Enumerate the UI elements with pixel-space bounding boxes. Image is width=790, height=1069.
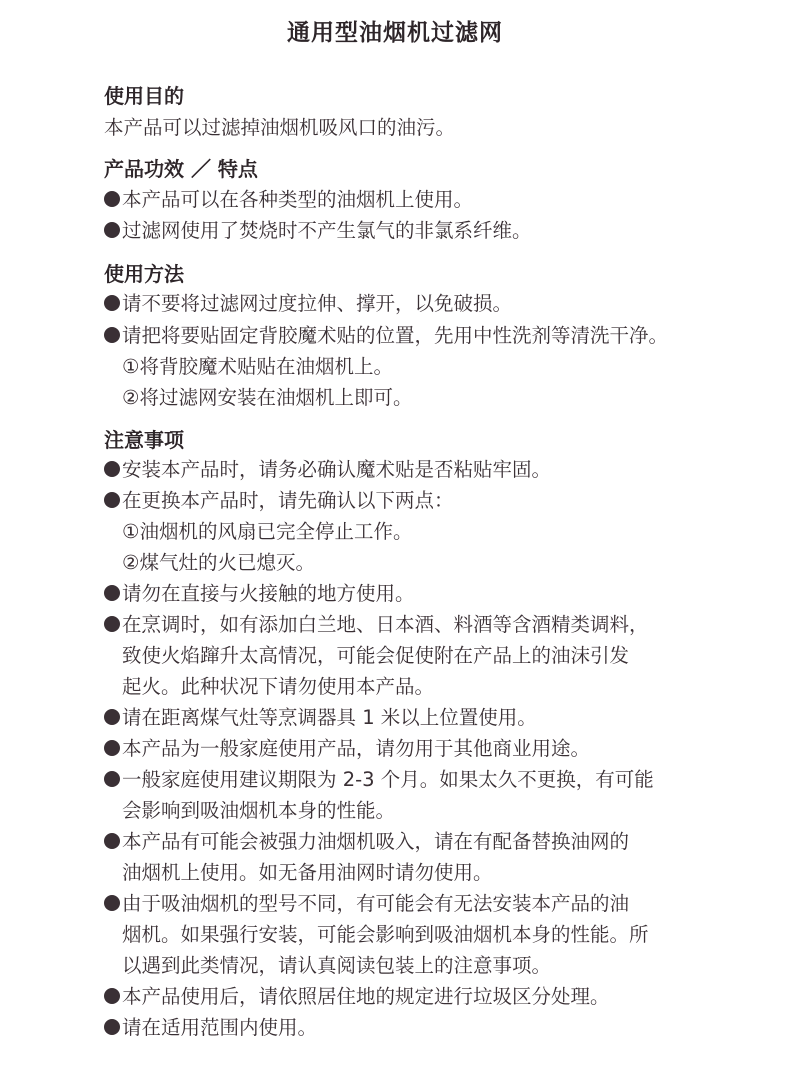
list-item-text: 请把将要贴固定背胶魔术贴的位置，先用中性洗剂等清洗干净。	[122, 324, 669, 347]
bullet-icon	[104, 222, 120, 238]
purpose-text: 本产品可以过滤掉油烟机吸风口的油污。	[104, 116, 456, 139]
list-item	[104, 1014, 317, 1042]
list-item-text: 本产品使用后，请依照居住地的规定进行垃圾区分处理。	[122, 985, 610, 1008]
list-item	[104, 580, 415, 608]
section-heading-purpose: 使用目的	[104, 84, 184, 108]
list-item-continuation: 会影响到吸油烟机本身的性能。	[122, 799, 396, 822]
section-heading-features: 产品功效 ／ 特点	[104, 157, 258, 181]
list-item-continuation: 起火。此种状况下请勿使用本产品。	[122, 675, 435, 698]
sub-step: ①将背胶魔术贴贴在油烟机上。	[122, 355, 393, 378]
list-item-text: 过滤网使用了焚烧时不产生氯气的非氯系纤维。	[122, 219, 532, 242]
list-item-continuation: 以遇到此类情况，请认真阅读包装上的注意事项。	[122, 954, 552, 977]
list-item	[104, 290, 512, 318]
sub-step: ②煤气灶的火已熄灭。	[122, 551, 315, 574]
bullet-icon	[104, 833, 120, 849]
list-item-text: 请在适用范围内使用。	[122, 1016, 318, 1039]
list-item-text: 一般家庭使用建议期限为 2-3 个月。如果太久不更换，有可能	[122, 768, 654, 791]
bullet-icon	[104, 616, 120, 632]
section-heading-usage: 使用方法	[104, 262, 184, 286]
bullet-icon	[104, 461, 120, 477]
list-item	[104, 217, 532, 245]
bullet-icon	[104, 740, 120, 756]
list-item-text: 本产品可以在各种类型的油烟机上使用。	[122, 188, 474, 211]
list-item-continuation: 致使火焰蹿升太高情况，可能会促使附在产品上的油沫引发	[122, 644, 630, 667]
list-item-text: 请在距离煤气灶等烹调器具 1 米以上位置使用。	[122, 706, 537, 729]
bullet-icon	[104, 191, 120, 207]
bullet-icon	[104, 709, 120, 725]
bullet-icon	[104, 988, 120, 1004]
sub-step: ①油烟机的风扇已完全停止工作。	[122, 520, 413, 543]
section-heading-precautions: 注意事项	[104, 428, 184, 452]
sub-step: ②将过滤网安装在油烟机上即可。	[122, 386, 413, 409]
list-item-text: 安装本产品时，请务必确认魔术贴是否粘贴牢固。	[122, 458, 552, 481]
bullet-icon	[104, 895, 120, 911]
list-item	[104, 186, 473, 214]
bullet-icon	[104, 327, 120, 343]
list-item-text: 本产品为一般家庭使用产品，请勿用于其他商业用途。	[122, 737, 591, 760]
list-item-continuation: 油烟机上使用。如无备用油网时请勿使用。	[122, 861, 493, 884]
list-item	[104, 828, 629, 856]
list-item-text: 请勿在直接与火接触的地方使用。	[122, 582, 415, 605]
bullet-icon	[104, 295, 120, 311]
list-item	[104, 322, 668, 350]
list-item	[104, 456, 551, 484]
bullet-icon	[104, 585, 120, 601]
bullet-icon	[104, 1019, 120, 1035]
list-item	[104, 766, 654, 794]
list-item	[104, 704, 537, 732]
bullet-icon	[104, 771, 120, 787]
document-title: 通用型油烟机过滤网	[287, 20, 503, 46]
list-item-text: 请不要将过滤网过度拉伸、撑开，以免破损。	[122, 292, 513, 315]
list-item-text: 在更换本产品时，请先确认以下两点：	[122, 489, 454, 512]
list-item-text: 在烹调时，如有添加白兰地、日本酒、料酒等含酒精类调料，	[122, 613, 649, 636]
list-item	[104, 611, 649, 639]
bullet-icon	[104, 492, 120, 508]
list-item	[104, 983, 610, 1011]
list-item	[104, 735, 590, 763]
list-item	[104, 487, 454, 515]
list-item-text: 本产品有可能会被强力油烟机吸入，请在有配备替换油网的	[122, 830, 630, 853]
list-item-text: 由于吸油烟机的型号不同，有可能会有无法安装本产品的油	[122, 892, 630, 915]
list-item-continuation: 烟机。如果强行安装，可能会影响到吸油烟机本身的性能。所	[122, 923, 649, 946]
list-item	[104, 890, 629, 918]
